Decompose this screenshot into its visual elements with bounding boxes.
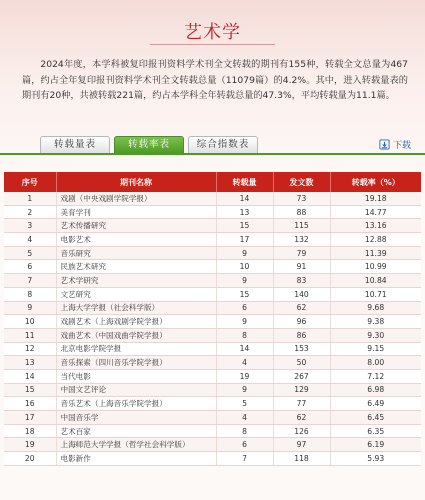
header-reprint-rate: 转载率（%） [330,172,421,192]
cell-reprint-rate: 6.45 [330,411,421,425]
cell-reprint-count: 15 [216,287,273,301]
cell-journal-name: 上海师范大学学报（哲学社会科学版） [56,438,216,452]
cell-rank: 4 [4,233,56,247]
cell-reprint-rate: 6.19 [330,438,421,452]
table-row [4,192,421,205]
cell-reprint-count: 8 [216,424,273,438]
cell-reprint-count: 9 [216,383,273,397]
cell-reprint-rate: 13.16 [330,219,421,233]
table-row [4,424,421,438]
cell-reprint-rate: 11.39 [330,246,421,260]
table-row [4,369,421,383]
cell-publication-count: 50 [273,356,330,370]
cell-rank: 5 [4,246,56,260]
cell-rank: 11 [4,328,56,342]
cell-reprint-rate: 9.30 [330,328,421,342]
table-row [4,342,421,356]
cell-journal-name: 中国音乐学 [56,411,216,425]
journal-table-container [4,172,421,466]
table-row [4,411,421,425]
tab-bar [40,136,258,153]
cell-reprint-count: 19 [216,369,273,383]
cell-publication-count: 62 [273,301,330,315]
cell-rank: 13 [4,356,56,370]
cell-reprint-count: 14 [216,342,273,356]
cell-reprint-rate: 9.38 [330,315,421,329]
cell-publication-count: 91 [273,260,330,274]
cell-journal-name: 艺术传播研究 [56,219,216,233]
cell-rank: 10 [4,315,56,329]
download-link[interactable] [379,138,411,150]
tab-composite-index[interactable]: 综合指数表 [188,136,258,153]
cell-reprint-count: 9 [216,246,273,260]
cell-publication-count: 83 [273,274,330,288]
cell-journal-name: 文艺研究 [56,287,216,301]
cell-publication-count: 267 [273,369,330,383]
cell-publication-count: 77 [273,397,330,411]
cell-rank: 17 [4,411,56,425]
cell-journal-name: 上海大学学报（社会科学版） [56,301,216,315]
table-row [4,260,421,274]
cell-reprint-rate: 9.15 [330,342,421,356]
cell-reprint-count: 5 [216,397,273,411]
cell-reprint-rate: 10.99 [330,260,421,274]
title-divider [150,44,275,45]
cell-journal-name: 北京电影学院学报 [56,342,216,356]
cell-publication-count: 115 [273,219,330,233]
cell-journal-name: 音乐艺术（上海音乐学院学报） [56,397,216,411]
table-row [4,301,421,315]
cell-publication-count: 79 [273,246,330,260]
journal-table [4,172,421,466]
cell-reprint-count: 17 [216,233,273,247]
cell-rank: 6 [4,260,56,274]
cell-publication-count: 140 [273,287,330,301]
cell-rank: 3 [4,219,56,233]
cell-publication-count: 62 [273,411,330,425]
cell-rank: 1 [4,192,56,205]
cell-publication-count: 118 [273,452,330,466]
cell-reprint-rate: 19.18 [330,192,421,205]
cell-reprint-rate: 10.84 [330,274,421,288]
cell-reprint-count: 8 [216,328,273,342]
cell-reprint-count: 6 [216,301,273,315]
table-row [4,246,421,260]
table-row [4,274,421,288]
cell-reprint-rate: 10.71 [330,287,421,301]
tab-reprint-volume[interactable]: 转载量表 [40,136,110,153]
cell-journal-name: 美育学刊 [56,205,216,219]
cell-reprint-rate: 12.88 [330,233,421,247]
cell-reprint-count: 4 [216,356,273,370]
cell-reprint-count: 13 [216,205,273,219]
table-row [4,233,421,247]
table-header-row [4,172,421,192]
cell-journal-name: 电影新作 [56,452,216,466]
cell-journal-name: 艺术学研究 [56,274,216,288]
cell-rank: 9 [4,301,56,315]
cell-reprint-rate: 6.98 [330,383,421,397]
table-row [4,397,421,411]
cell-journal-name: 中国文艺评论 [56,383,216,397]
table-body [4,192,421,465]
cell-reprint-rate: 6.35 [330,424,421,438]
cell-reprint-rate: 8.00 [330,356,421,370]
cell-reprint-count: 6 [216,438,273,452]
cell-rank: 15 [4,383,56,397]
tab-underline [0,153,425,155]
header-rank: 序号 [4,172,56,192]
cell-reprint-rate: 5.93 [330,452,421,466]
header-reprint-count: 转载量 [216,172,273,192]
cell-reprint-count: 4 [216,411,273,425]
cell-publication-count: 73 [273,192,330,205]
cell-rank: 8 [4,287,56,301]
table-row [4,315,421,329]
tab-reprint-rate[interactable]: 转载率表 [114,136,184,153]
cell-reprint-rate: 7.12 [330,369,421,383]
cell-reprint-count: 9 [216,315,273,329]
cell-publication-count: 132 [273,233,330,247]
table-row [4,452,421,466]
cell-reprint-count: 10 [216,260,273,274]
table-row [4,356,421,370]
cell-rank: 7 [4,274,56,288]
cell-journal-name: 电影艺术 [56,233,216,247]
cell-publication-count: 88 [273,205,330,219]
cell-rank: 19 [4,438,56,452]
cell-rank: 2 [4,205,56,219]
header-publication-count: 发文数 [273,172,330,192]
cell-journal-name: 艺术百家 [56,424,216,438]
cell-journal-name: 戏剧（中央戏剧学院学报） [56,192,216,205]
cell-reprint-count: 9 [216,274,273,288]
cell-journal-name: 音乐研究 [56,246,216,260]
cell-publication-count: 153 [273,342,330,356]
cell-rank: 20 [4,452,56,466]
cell-publication-count: 129 [273,383,330,397]
download-label: 下载 [392,140,411,151]
cell-publication-count: 97 [273,438,330,452]
page-title: 艺术学 [184,22,241,43]
header-journal-name: 期刊名称 [56,172,216,192]
cell-reprint-count: 14 [216,192,273,205]
table-row [4,219,421,233]
download-icon [379,139,390,150]
cell-reprint-rate: 9.68 [330,301,421,315]
cell-reprint-rate: 14.77 [330,205,421,219]
cell-rank: 14 [4,369,56,383]
cell-journal-name: 民族艺术研究 [56,260,216,274]
cell-publication-count: 126 [273,424,330,438]
cell-publication-count: 96 [273,315,330,329]
table-row [4,383,421,397]
cell-journal-name: 戏剧艺术（上海戏剧学院学报） [56,315,216,329]
cell-journal-name: 戏曲艺术（中国戏曲学院学报） [56,328,216,342]
table-row [4,287,421,301]
table-row [4,328,421,342]
cell-reprint-rate: 6.49 [330,397,421,411]
cell-reprint-count: 15 [216,219,273,233]
cell-rank: 12 [4,342,56,356]
table-row [4,205,421,219]
intro-paragraph: 2024年度，本学科被复印报刊资料学术刊全文转载的期刊有155种，转载全文总量为467篇，约占全年复印报刊资料学术刊全文转载总量（11079篇）的4.2%。其中，进入转载量表的期刊有20种，共被转载221篇，约占本学科全年转载总量的47.3%，平均转载量为11.1篇。 [22,59,408,101]
cell-reprint-count: 7 [216,452,273,466]
cell-publication-count: 86 [273,328,330,342]
cell-rank: 18 [4,424,56,438]
cell-rank: 16 [4,397,56,411]
cell-journal-name: 音乐探索（四川音乐学院学报） [56,356,216,370]
table-row [4,438,421,452]
cell-journal-name: 当代电影 [56,369,216,383]
